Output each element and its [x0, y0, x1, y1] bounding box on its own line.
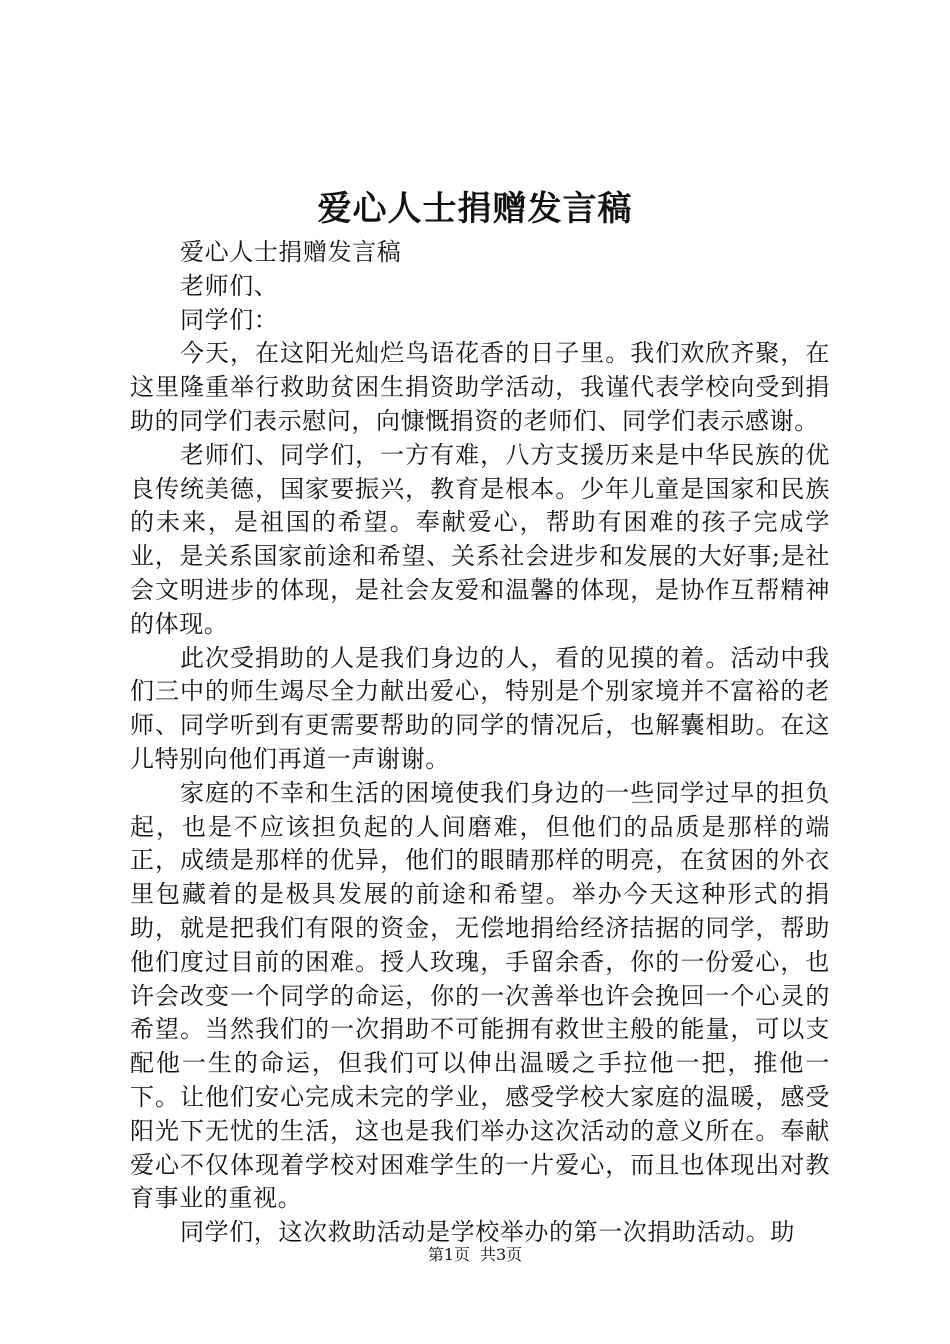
paragraph-closing-start: 同学们，这次救助活动是学校举办的第一次捐助活动。助 [180, 1218, 795, 1247]
paragraph-subtitle: 爱心人士捐赠发言稿 [180, 238, 402, 266]
paragraph-salutation-students: 同学们： [180, 305, 279, 334]
page-number: 第1页 [427, 1245, 470, 1264]
document-title: 爱心人士捐赠发言稿 [317, 189, 633, 229]
page-footer [0, 1244, 950, 1266]
paragraph-tradition: 老师们、同学们，一方有难，八方支援历来是中华民族的优良传统美德，国家要振兴，教育是根本。少年儿童是国家和民族的未来，是祖国的希望。奉献爱心，帮助有困难的孩子完成学业，是关系国家前途和希望、关系社会进步和发展的大好事;是社会文明进步的体现，是社会友爱和温馨的体现，是协作互帮精神的体现。 [130, 440, 830, 638]
document-body [130, 236, 830, 1250]
paragraph-opening: 今天，在这阳光灿烂鸟语花香的日子里。我们欢欣齐聚，在这里隆重举行救助贫困生捐资助学活动，我谨代表学校向受到捐助的同学们表示慰问，向慷慨捐资的老师们、同学们表示感谢。 [130, 339, 830, 435]
paragraph-hardship: 家庭的不幸和生活的困境使我们身边的一些同学过早的担负起，也是不应该担负起的人间磨难，但他们的品质是那样的端正，成绩是那样的优异，他们的眼睛那样的明亮，在贫困的外衣里包藏着的是极具发展的前途和希望。举办今天这种形式的捐助，就是把我们有限的资金，无偿地捐给经济拮据的同学，帮助他们度过目前的困难。授人玫瑰，手留余香，你的一份爱心，也许会改变一个同学的命运，你的一次善举也许会挽回一个心灵的希望。当然我们的一次捐助不可能拥有救世主般的能量，可以支配他一生的命运，但我们可以伸出温暖之手拉他一把，推他一下。让他们安心完成未完的学业，感受学校大家庭的温暖，感受阳光下无忧的生活，这也是我们举办这次活动的意义所在。奉献爱心不仅体现着学校对困难学生的一片爱心，而且也体现出对教育事业的重视。 [130, 778, 830, 1213]
paragraph-recipients: 此次受捐助的人是我们身边的人，看的见摸的着。活动中我们三中的师生竭尽全力献出爱心，特别是个别家境并不富裕的老师、同学听到有更需要帮助的同学的情况后，也解囊相助。在这儿特别向他们再道一声谢谢。 [130, 643, 830, 773]
page-total: 共3页 [480, 1245, 523, 1264]
paragraph-salutation-teachers: 老师们、 [180, 271, 279, 300]
